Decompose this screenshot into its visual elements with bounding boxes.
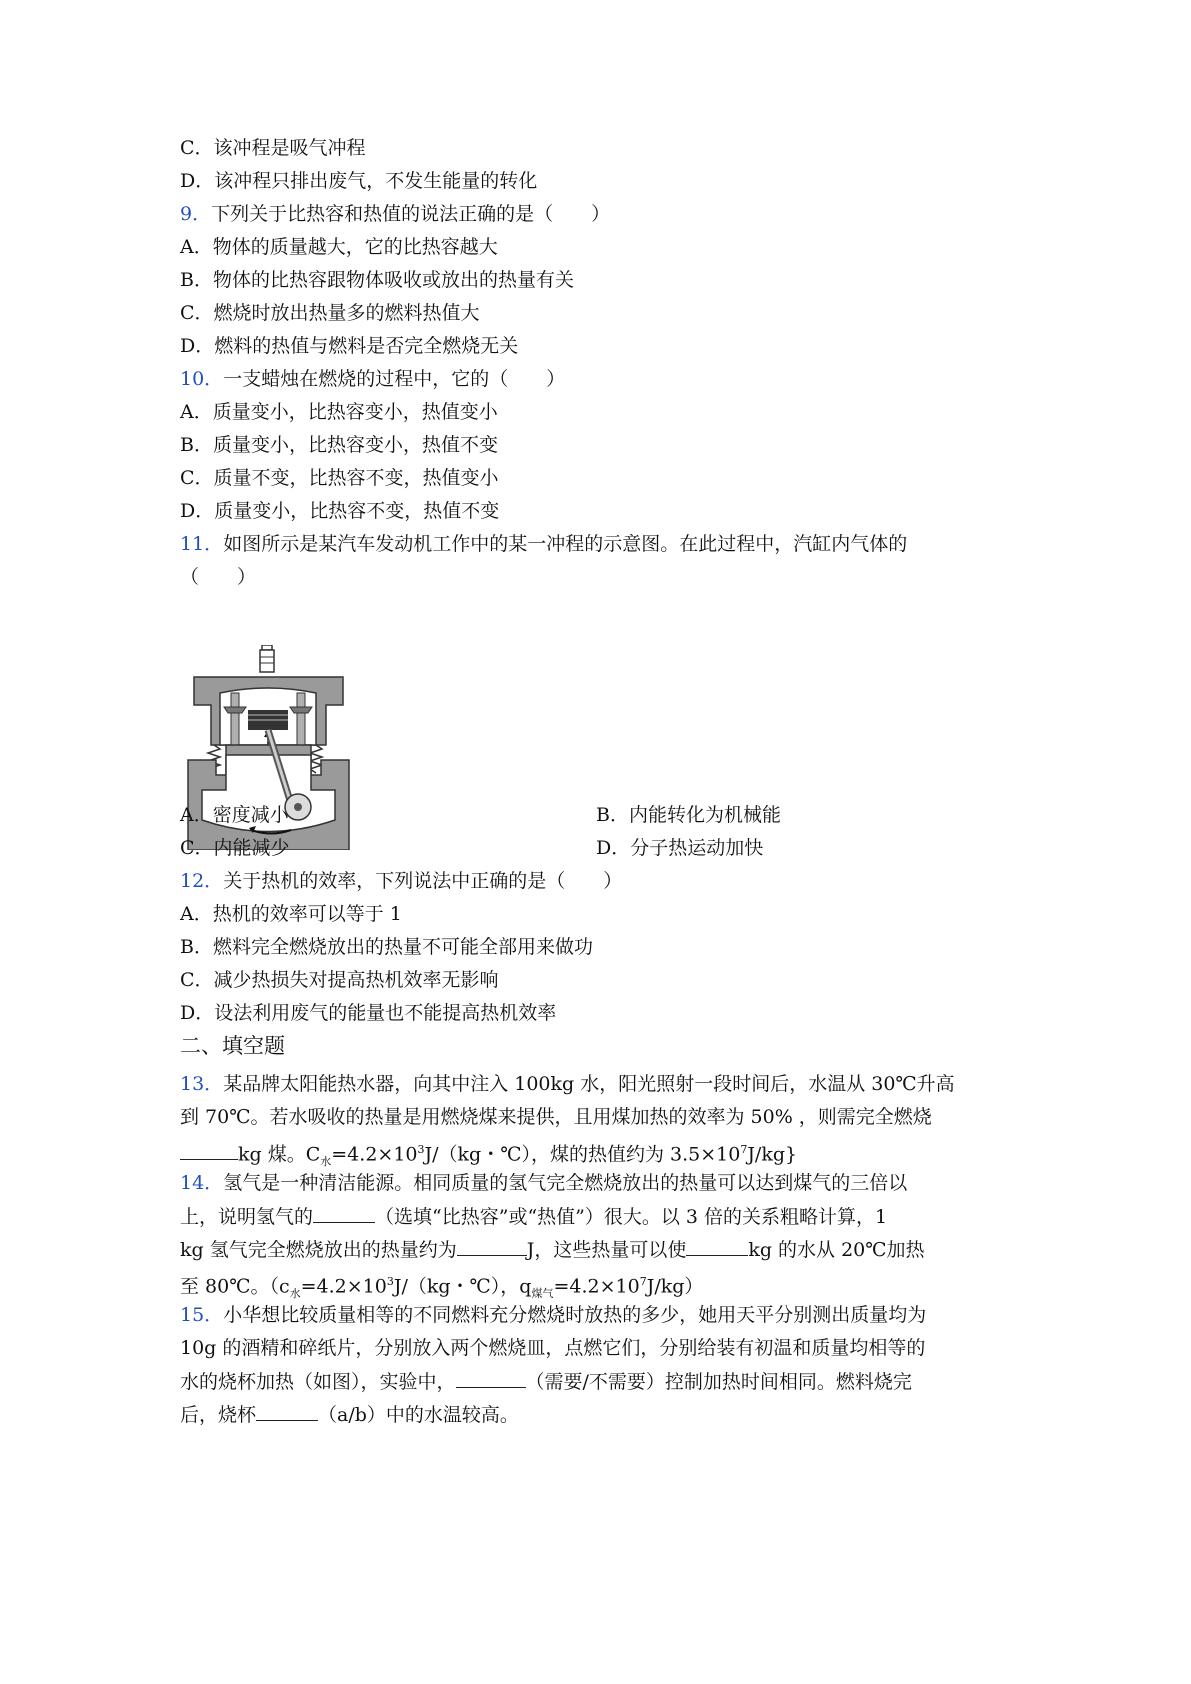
q12-option-c: C．减少热损失对提高热机效率无影响 — [180, 969, 499, 991]
q15-line4 — [180, 1402, 1020, 1427]
superscript: 3 — [386, 1275, 394, 1288]
q10-option-a: A．质量变小，比热容变小，热值变小 — [180, 401, 498, 423]
text-segment: （需要/不需要）控制加热时间相同。燃料烧完 — [525, 1371, 912, 1393]
q11-stem-paren: （ ） — [180, 566, 257, 588]
question-text: 一支蜡烛在燃烧的过程中，它的（ ） — [223, 368, 566, 390]
q11-option-b: B．内能转化为机械能 — [596, 804, 781, 826]
text-segment: kg 氢气完全燃烧放出的热量约为 — [180, 1239, 457, 1261]
answer-blank[interactable] — [457, 1237, 527, 1256]
question-text: 关于热机的效率，下列说法中正确的是（ ） — [223, 870, 623, 892]
text-segment: （选填“比热容”或“热值”）很大。以 3 倍的关系粗略计算，1 — [375, 1206, 888, 1228]
text-segment: =4.2×10 — [331, 1143, 418, 1166]
q12-option-a: A．热机的效率可以等于 1 — [180, 903, 402, 925]
q10-option-b: B．质量变小，比热容变小，热值不变 — [180, 434, 498, 456]
question-number: 13． — [180, 1073, 224, 1095]
q15-line1 — [180, 1303, 1020, 1327]
q15-line3 — [180, 1369, 1020, 1394]
answer-blank[interactable] — [456, 1369, 526, 1388]
q10-option-c: C．质量不变，比热容不变，热值变小 — [180, 467, 499, 489]
superscript: 3 — [417, 1143, 425, 1156]
text-segment: J，这些热量可以使 — [526, 1239, 687, 1261]
text-segment: kg 煤。C — [238, 1143, 321, 1166]
answer-blank[interactable] — [313, 1204, 375, 1223]
text-segment: kg 的水从 20℃加热 — [748, 1239, 925, 1261]
question-text: 下列关于比热容和热值的说法正确的是（ ） — [211, 203, 611, 225]
question-number: 15． — [180, 1304, 224, 1326]
answer-blank[interactable] — [180, 1141, 238, 1160]
question-text: 小华想比较质量相等的不同燃料充分燃烧时放热的多少，她用天平分别测出质量均为 — [223, 1304, 927, 1326]
subscript: 煤气 — [531, 1287, 554, 1301]
q11-option-c: C．内能减少 — [180, 837, 290, 859]
text-segment: （a/b）中的水温较高。 — [318, 1404, 519, 1426]
q12-option-b: B．燃料完全燃烧放出的热量不可能全部用来做功 — [180, 936, 593, 958]
q14-line1 — [180, 1171, 1020, 1195]
q12-option-d: D．设法利用废气的能量也不能提高热机效率 — [180, 1002, 557, 1024]
q10-stem — [180, 367, 1020, 391]
q9-stem — [180, 202, 1020, 226]
q9-option-a: A．物体的质量越大，它的比热容越大 — [180, 236, 498, 258]
q9-option-b: B．物体的比热容跟物体吸收或放出的热量有关 — [180, 269, 574, 291]
subscript: 水 — [320, 1155, 332, 1169]
q14-line4 — [180, 1270, 1020, 1306]
text-segment: J/（kg・℃），q — [393, 1275, 532, 1298]
q11-option-a: A．密度减小 — [180, 804, 289, 826]
question-text: 氢气是一种清洁能源。相同质量的氢气完全燃烧放出的热量可以达到煤气的三倍以 — [223, 1172, 908, 1194]
section-heading: 二、填空题 — [180, 1034, 285, 1058]
text-segment: 上，说明氢气的 — [180, 1206, 314, 1228]
q14-line3 — [180, 1237, 1020, 1262]
q12-stem — [180, 869, 1020, 893]
q13-line2: 到 70℃。若水吸收的热量是用燃烧煤来提供，且用煤加热的效率为 50% ，则需完全燃烧 — [180, 1106, 932, 1128]
q13-line3 — [180, 1138, 1020, 1174]
question-number: 12． — [180, 870, 224, 892]
subscript: 水 — [289, 1287, 301, 1301]
text-segment: =4.2×10 — [553, 1275, 640, 1298]
text-segment: J/kg} — [747, 1143, 798, 1166]
q11-option-d: D．分子热运动加快 — [596, 837, 764, 859]
question-number: 9． — [180, 203, 212, 225]
answer-blank[interactable] — [256, 1402, 318, 1421]
q14-line2 — [180, 1204, 1020, 1229]
question-text: 如图所示是某汽车发动机工作中的某一冲程的示意图。在此过程中，汽缸内气体的 — [223, 533, 908, 555]
superscript: 7 — [639, 1275, 647, 1288]
q11-stem — [180, 532, 1020, 556]
q13-line1 — [180, 1072, 1020, 1096]
question-number: 10． — [180, 368, 224, 390]
answer-blank[interactable] — [686, 1237, 748, 1256]
q9-option-c: C．燃烧时放出热量多的燃料热值大 — [180, 302, 480, 324]
q10-option-d: D．质量变小，比热容不变，热值不变 — [180, 500, 500, 522]
text-segment: 水的烧杯加热（如图），实验中， — [180, 1371, 456, 1393]
q9-option-d: D．燃料的热值与燃料是否完全燃烧无关 — [180, 335, 519, 357]
q15-line2: 10g 的酒精和碎纸片，分别放入两个燃烧皿，点燃它们，分别给装有初温和质量均相等的 — [180, 1337, 926, 1359]
question-number: 11． — [180, 533, 224, 555]
text-segment: J/kg） — [646, 1275, 704, 1298]
question-text: 某品牌太阳能热水器，向其中注入 100kg 水，阳光照射一段时间后，水温从 30℃升高 — [223, 1073, 955, 1095]
question-number: 14． — [180, 1172, 224, 1194]
q8-option-c: C．该冲程是吸气冲程 — [180, 137, 366, 159]
superscript: 7 — [740, 1143, 748, 1156]
text-segment: =4.2×10 — [300, 1275, 387, 1298]
q8-option-d: D．该冲程只排出废气，不发生能量的转化 — [180, 170, 538, 192]
text-segment: 后，烧杯 — [180, 1404, 257, 1426]
text-segment: 至 80℃。（c — [180, 1275, 290, 1298]
text-segment: J/（kg・℃），煤的热值约为 3.5×10 — [424, 1143, 741, 1166]
